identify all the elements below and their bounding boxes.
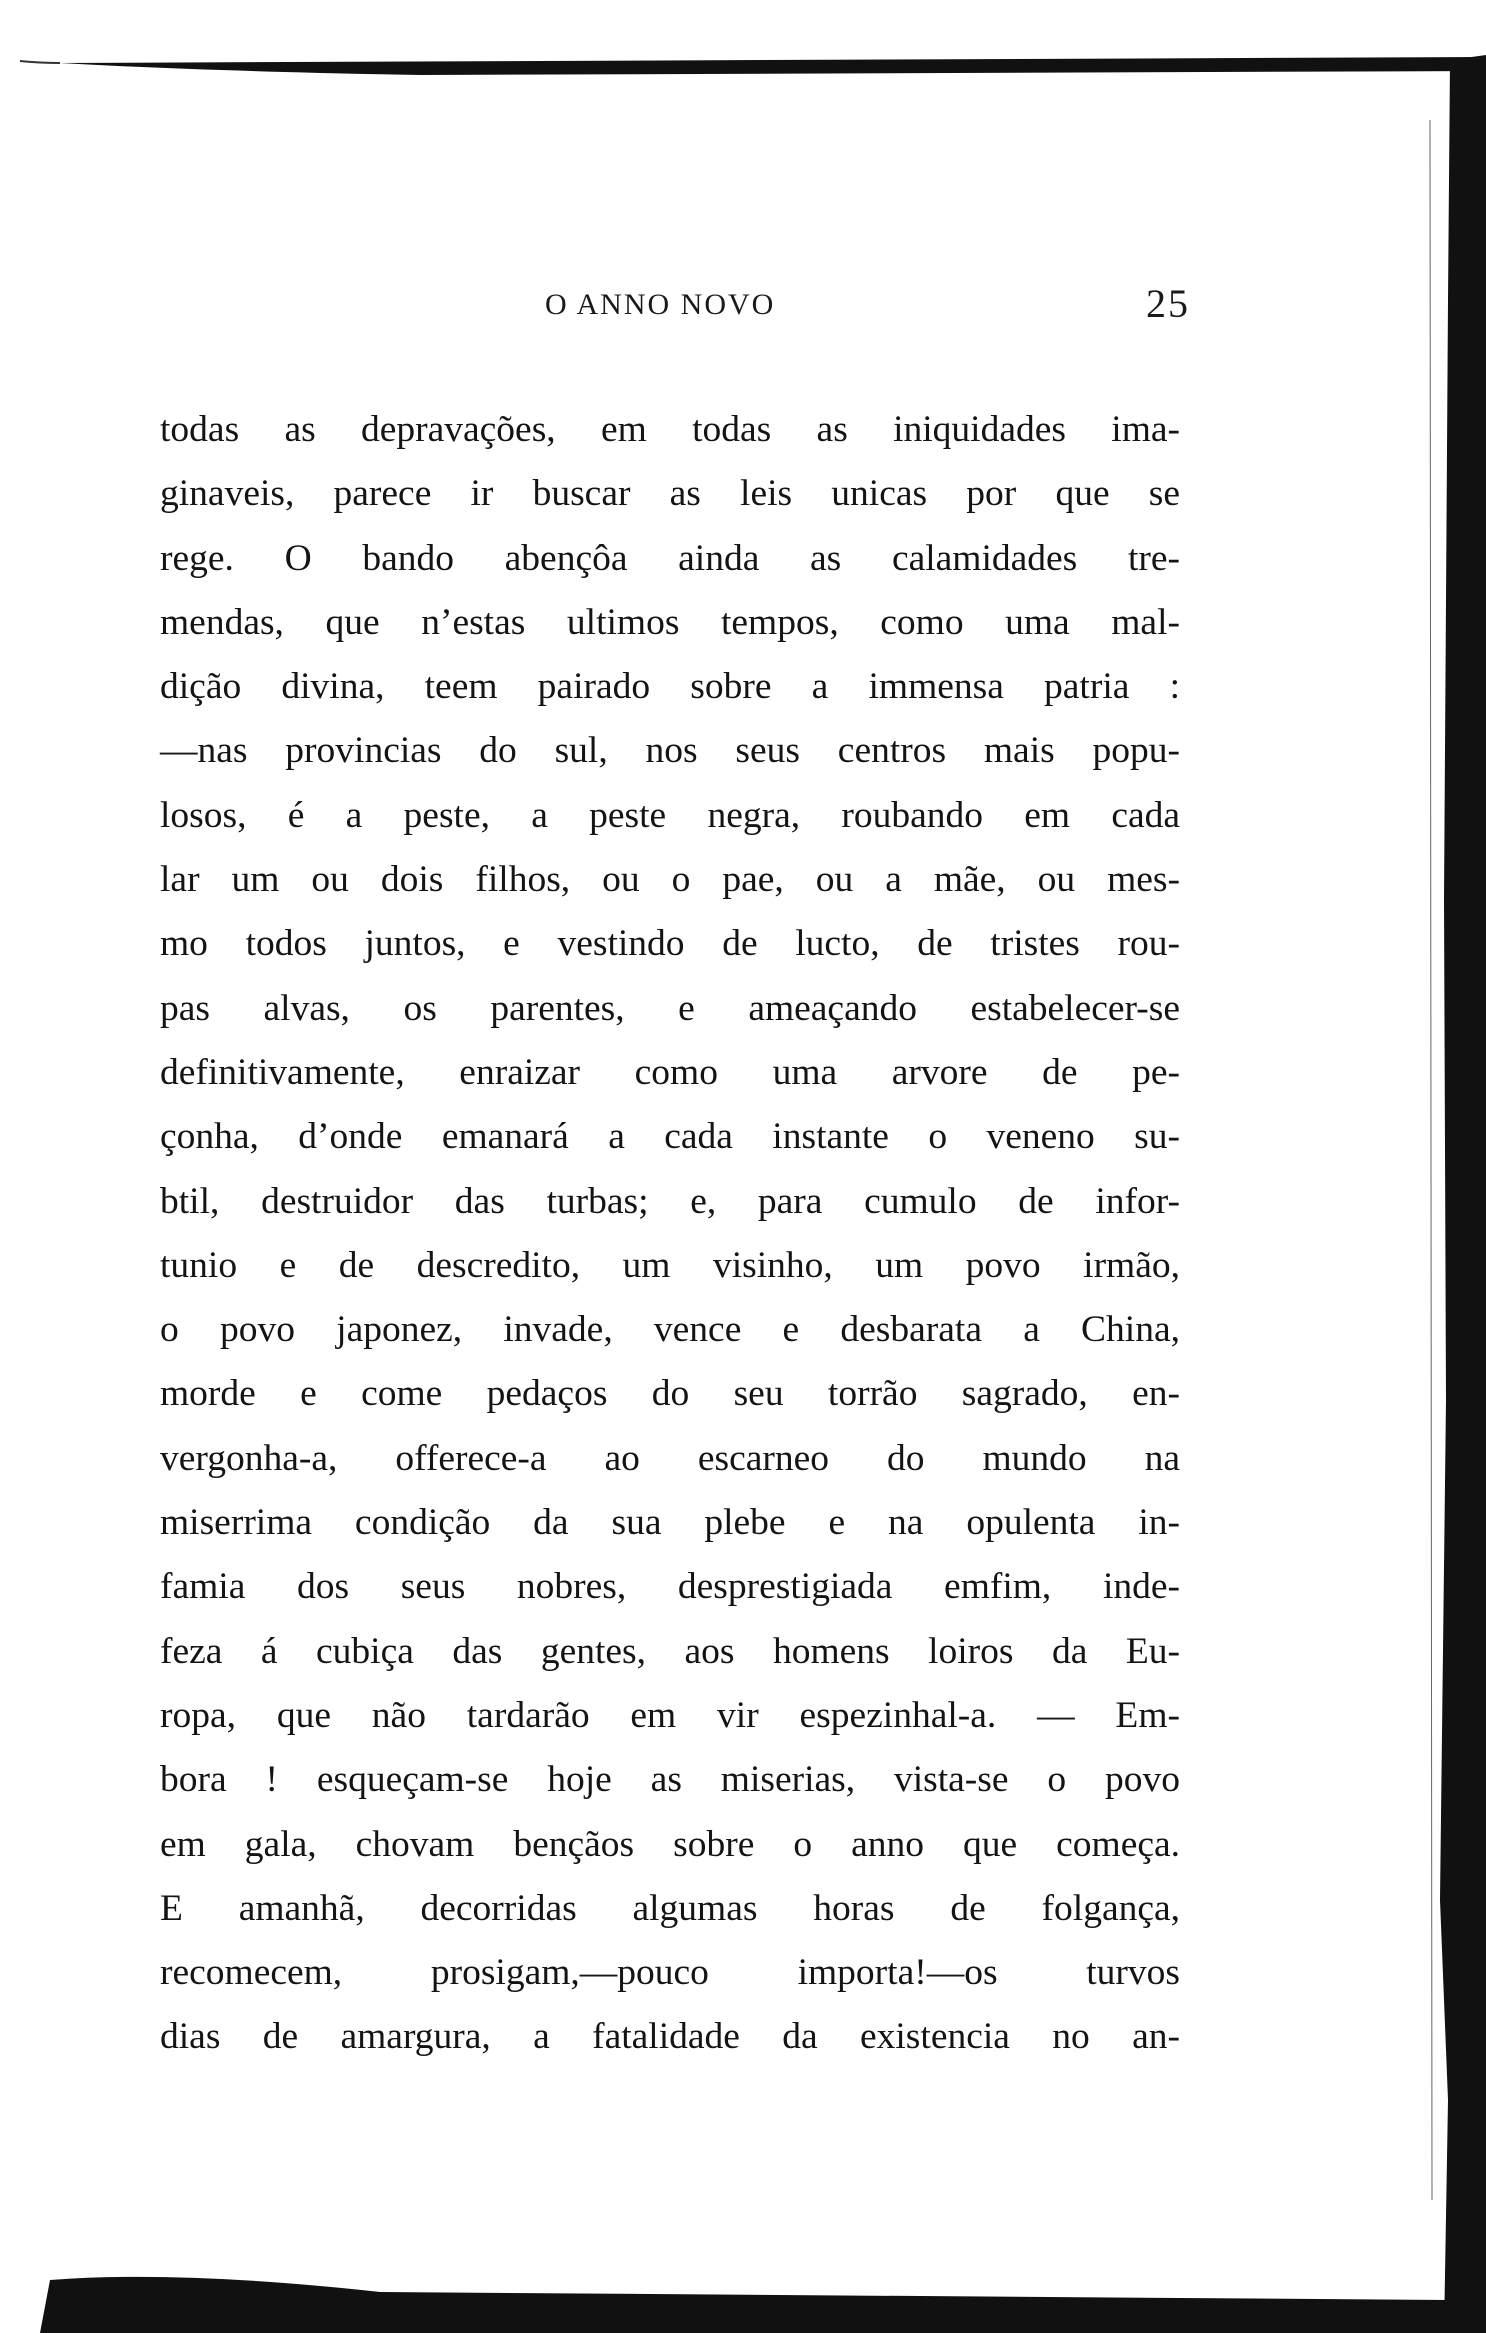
text-line: o povo japonez, invade, vence e desbarata a China, [160,1309,1180,1351]
text-line: lar um ou dois filhos, ou o pae, ou a mãe, ou mes- [160,859,1180,901]
text-line: E amanhã, decorridas algumas horas de folgança, [160,1887,1180,1929]
text-line: çonha, d’onde emanará a cada instante o veneno su- [160,1116,1180,1158]
scan-edge-right [1400,0,1486,2333]
text-line: losos, é a peste, a peste negra, roubando em cada [160,794,1180,836]
text-line: pas alvas, os parentes, e ameaçando estabelecer-se [160,987,1180,1029]
text-line: feza á cubiça das gentes, aos homens loiros da Eu- [160,1630,1180,1672]
text-line: mo todos juntos, e vestindo de lucto, de tristes rou- [160,923,1180,965]
text-line: ginaveis, parece ir buscar as leis unicas por que se [160,473,1180,515]
text-line: todas as depravações, em todas as iniquidades ima- [160,409,1180,450]
text-line: tunio e de descredito, um visinho, um povo irmão, [160,1244,1180,1286]
text-line: dição divina, teem pairado sobre a immensa patria : [160,666,1180,708]
text-line: btil, destruidor das turbas; e, para cumulo de infor- [160,1180,1180,1222]
text-line: miserrima condição da sua plebe e na opulenta in- [160,1502,1180,1544]
body-text [160,398,1180,2070]
text-line: mendas, que n’estas ultimos tempos, como uma mal- [160,601,1180,643]
text-line: —nas provincias do sul, nos seus centros mais popu- [160,730,1180,772]
running-header [190,280,1210,330]
text-line: morde e come pedaços do seu torrão sagrado, en- [160,1373,1180,1415]
page-number: 25 [1146,281,1190,326]
text-line: famia dos seus nobres, desprestigiada emfim, inde- [160,1566,1180,1608]
text-line: recomecem, prosigam,—pouco importa!—os turvos [160,1952,1180,1994]
text-line: rege. O bando abençôa ainda as calamidades tre- [160,537,1180,579]
text-line: em gala, chovam bençãos sobre o anno que começa. [160,1823,1180,1865]
text-line: ropa, que não tardarão em vir espezinhal-a. — Em- [160,1694,1180,1736]
scan-edge-bottom [0,2240,1486,2333]
running-title: O ANNO NOVO [545,288,776,321]
text-line: definitivamente, enraizar como uma arvore de pe- [160,1051,1180,1093]
text-line: dias de amargura, a fatalidade da existencia no an- [160,2016,1180,2058]
scan-edge-top [0,45,1486,105]
text-line: bora ! esqueçam-se hoje as miserias, vista-se o povo [160,1759,1180,1801]
text-line: vergonha-a, offerece-a ao escarneo do mundo na [160,1437,1180,1479]
